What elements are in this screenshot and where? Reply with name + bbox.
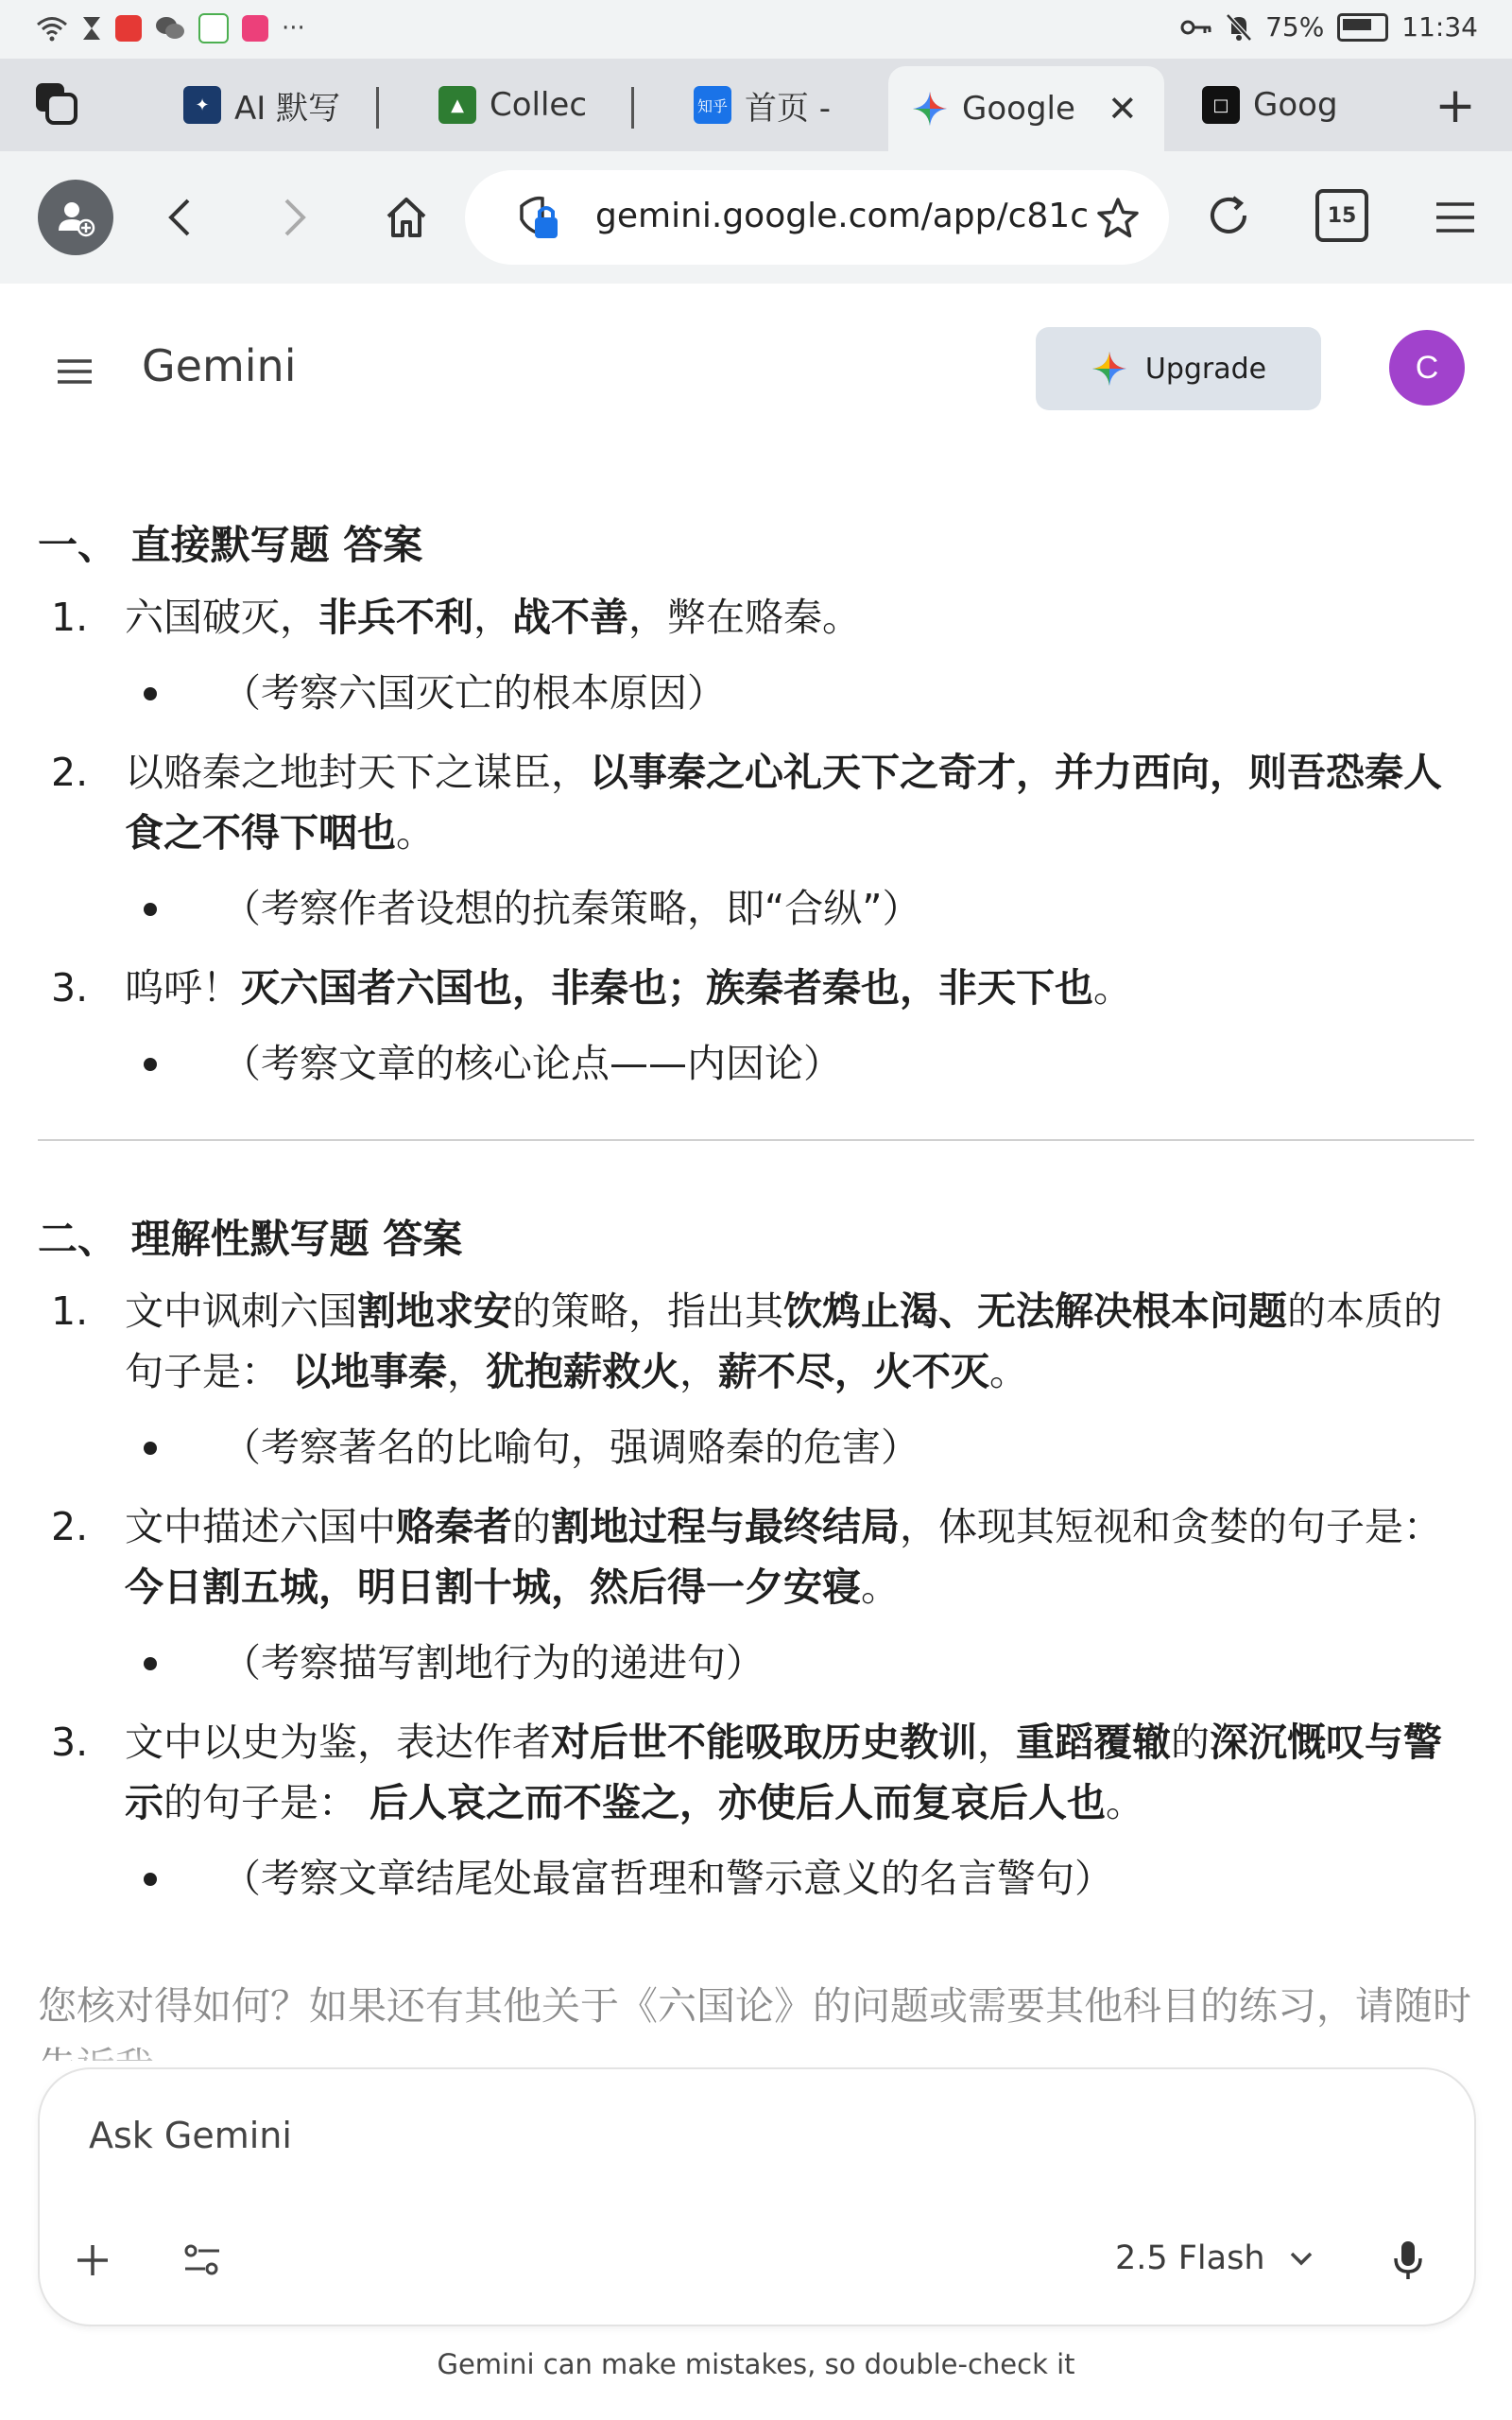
answer-item	[38, 1281, 1474, 1402]
tools-button[interactable]	[174, 2232, 231, 2289]
battery-percent: 75%	[1265, 11, 1325, 43]
answer-text: 的句子是：	[163, 1780, 370, 1825]
gemini-header	[0, 284, 1512, 425]
answer-bold-text: 战不善	[512, 595, 628, 640]
tabs-overview-icon	[32, 79, 81, 129]
note-text: （考察著名的比喻句，强调赂秦的危害）	[222, 1425, 919, 1470]
note-text: （考察文章的核心论点——内因论）	[222, 1041, 842, 1086]
tab-collection[interactable]	[438, 66, 588, 144]
answer-text: ，	[447, 1349, 487, 1394]
clock: 11:34	[1401, 11, 1478, 43]
answer-bold-text: 割地求安	[357, 1288, 512, 1334]
reload-icon	[1205, 192, 1252, 239]
answer-text: 文中讽刺六国	[125, 1288, 357, 1334]
answer-text: 的策略，指出其	[512, 1288, 783, 1334]
tab-google-2[interactable]	[1202, 66, 1344, 144]
answer-bold-text: 对后世不能吸取历史教训	[551, 1720, 977, 1765]
answer-text: 文中以史为鉴，表达作者	[125, 1720, 551, 1765]
upgrade-button[interactable]	[1036, 327, 1321, 410]
tab-switcher-button[interactable]	[28, 76, 85, 132]
bullet-icon	[144, 1657, 157, 1670]
sparkle-icon	[1091, 350, 1128, 388]
answer-bold-text: 重蹈覆辙	[1016, 1720, 1171, 1765]
avatar[interactable]: C	[1389, 330, 1465, 406]
gemini-sparkle-icon	[911, 90, 949, 128]
answer-text: 文中描述六国中	[125, 1504, 396, 1549]
bullet-icon	[144, 1442, 157, 1455]
prompt-input[interactable]: Ask Gemini	[89, 2115, 292, 2156]
answer-item	[38, 1712, 1474, 1833]
tab-separator	[376, 87, 379, 129]
zhihu-favicon: 知乎	[694, 86, 731, 124]
app-icon-cloud	[198, 13, 229, 43]
section2-list	[38, 1281, 1474, 1909]
chevron-down-icon	[1288, 2250, 1314, 2267]
answer-bold-text: 犹抱薪救火	[486, 1349, 680, 1394]
tab-google-active[interactable]	[888, 66, 1164, 151]
answer-text: 。	[396, 810, 435, 856]
answer-text: 。	[1093, 965, 1132, 1011]
answer-bold-text: 割地过程与最终结局	[551, 1504, 900, 1549]
answer-text: ，	[473, 595, 512, 640]
tab-count-button[interactable]	[1315, 189, 1368, 242]
add-profile-icon	[55, 197, 96, 238]
plus-icon	[74, 2241, 112, 2279]
section-heading-1: 一、 直接默写题 答案	[38, 522, 423, 568]
answer-note	[38, 1848, 1474, 1909]
answer-bold-text: 深沉慨叹与警示	[125, 1720, 1442, 1825]
answer-text: 呜呼！	[125, 965, 241, 1011]
address-bar[interactable]	[465, 170, 1169, 265]
section-heading-2: 二、 理解性默写题 答案	[38, 1216, 463, 1262]
answer-text: 六国破灭，	[125, 595, 318, 640]
answer-note	[38, 1633, 1474, 1693]
bullet-icon	[144, 1058, 157, 1071]
answer-bold-text: 薪不尽，火不灭	[718, 1349, 990, 1394]
wifi-icon	[36, 15, 68, 42]
note-text: （考察描写割地行为的递进句）	[222, 1640, 765, 1685]
response-content	[38, 515, 1474, 1927]
close-tab-icon[interactable]: ✕	[1107, 88, 1138, 130]
bookmark-star-icon[interactable]	[1096, 197, 1140, 240]
answer-item	[38, 1496, 1474, 1617]
browser-menu-button[interactable]	[1425, 189, 1486, 246]
answer-text: 的	[1171, 1720, 1210, 1765]
tab-favicon: ✦	[183, 86, 221, 124]
new-tab-button[interactable]	[1425, 76, 1486, 136]
tab-label: AI 默写	[234, 89, 341, 128]
model-label: 2.5 Flash	[1115, 2239, 1265, 2277]
answer-text: 的本质的句子是：	[125, 1288, 1442, 1394]
item-number: 3.	[51, 1720, 89, 1765]
reload-button[interactable]	[1198, 185, 1259, 246]
answer-text: ，	[679, 1349, 719, 1394]
tab-separator	[631, 87, 634, 129]
app-title: Gemini	[142, 340, 297, 391]
answer-bold-text: 后人哀之而不鉴之，亦使后人而复哀后人也	[369, 1780, 1107, 1825]
hamburger-menu-icon	[1435, 200, 1476, 234]
answer-item	[38, 742, 1474, 863]
answer-note	[38, 1033, 1474, 1094]
tab-ai-dictation[interactable]	[183, 66, 341, 144]
note-text: （考察作者设想的抗秦策略，即“合纵”）	[222, 886, 921, 931]
item-number: 2.	[51, 750, 89, 795]
answer-bold-text: 以事秦之心礼天下之奇才，并力西向，则吾恐秦人食之不得下咽也	[125, 750, 1442, 856]
forward-button[interactable]	[266, 189, 323, 246]
status-bar	[0, 0, 1512, 59]
app-icon-pink	[242, 15, 268, 42]
tab-strip	[0, 59, 1512, 151]
answer-note	[38, 878, 1474, 939]
tab-favicon: ▲	[438, 86, 476, 124]
answer-text: 。	[861, 1564, 900, 1610]
tab-label: Google	[962, 90, 1075, 128]
shield-lock-icon[interactable]	[514, 193, 561, 244]
tab-label: Goog	[1253, 86, 1338, 124]
key-icon	[1180, 18, 1212, 37]
microphone-button[interactable]	[1380, 2232, 1436, 2289]
item-number: 3.	[51, 965, 89, 1011]
answer-text: ，	[977, 1720, 1016, 1765]
home-button[interactable]	[376, 187, 437, 248]
tab-count: 15	[1327, 203, 1357, 228]
browser-toolbar	[0, 151, 1512, 284]
section1-list	[38, 587, 1474, 1094]
answer-bold-text: 非兵不利	[318, 595, 473, 640]
bell-muted-icon	[1226, 13, 1252, 42]
answer-bold-text: 以地事秦	[292, 1349, 448, 1394]
prompt-input-box[interactable]	[38, 2067, 1476, 2326]
answer-item	[38, 958, 1474, 1018]
item-number: 1.	[51, 595, 89, 640]
answer-note	[38, 1417, 1474, 1478]
gemini-menu-button[interactable]	[51, 348, 98, 395]
back-button[interactable]	[151, 189, 208, 246]
microphone-icon	[1392, 2239, 1424, 2281]
disclaimer-text: Gemini can make mistakes, so double-check it	[437, 2348, 1075, 2380]
answer-text: 以赂秦之地封天下之谋臣，	[125, 750, 590, 795]
more-notifications-icon: ···	[282, 14, 305, 43]
hourglass-icon	[81, 15, 102, 42]
answer-text: 。	[1106, 1780, 1145, 1825]
divider	[38, 1139, 1474, 1141]
item-number: 1.	[51, 1288, 89, 1334]
answer-text: 的	[512, 1504, 551, 1549]
url-text[interactable]: gemini.google.com/app/c81c	[595, 197, 1089, 235]
tools-sliders-icon	[181, 2241, 223, 2279]
bullet-icon	[144, 903, 157, 916]
closing-message: 您核对得如何？如果还有其他关于《六国论》的问题或需要其他科目的练习，请随时	[38, 1983, 1471, 2029]
wechat-icon	[155, 15, 185, 42]
tab-label: Collec	[490, 86, 588, 124]
tab-zhihu-home[interactable]	[694, 66, 835, 144]
note-text: （考察六国灭亡的根本原因）	[222, 670, 726, 716]
battery-icon	[1337, 13, 1388, 42]
bullet-icon	[144, 1873, 157, 1886]
answer-item	[38, 587, 1474, 648]
answer-text: ，弊在赂秦。	[628, 595, 861, 640]
back-arrow-icon	[165, 197, 194, 238]
home-icon	[383, 194, 430, 241]
forward-arrow-icon	[281, 197, 309, 238]
answer-bold-text: 饮鸩止渴、无法解决根本问题	[783, 1288, 1287, 1334]
item-number: 2.	[51, 1504, 89, 1549]
add-attachment-button[interactable]	[64, 2232, 121, 2289]
answer-bold-text: 赂秦者	[396, 1504, 512, 1549]
profile-button[interactable]	[38, 180, 113, 255]
tab-label: 首页 -	[745, 89, 832, 128]
answer-bold-text: 灭六国者六国也，非秦也；族秦者秦也，非天下也	[241, 965, 1093, 1011]
answer-note	[38, 663, 1474, 723]
app-icon-red	[115, 15, 142, 42]
answer-text: ，体现其短视和贪婪的句子是：	[900, 1504, 1442, 1549]
answer-bold-text: 今日割五城，明日割十城，然后得一夕安寝	[125, 1564, 861, 1610]
upgrade-label: Upgrade	[1144, 352, 1267, 386]
plus-icon: +	[1435, 78, 1476, 134]
model-selector[interactable]	[1115, 2239, 1314, 2277]
bullet-icon	[144, 687, 157, 700]
tab-favicon: □	[1202, 86, 1240, 124]
answer-text: 。	[989, 1349, 1029, 1394]
note-text: （考察文章结尾处最富哲理和警示意义的名言警句）	[222, 1856, 1113, 1901]
menu-icon	[56, 357, 94, 386]
